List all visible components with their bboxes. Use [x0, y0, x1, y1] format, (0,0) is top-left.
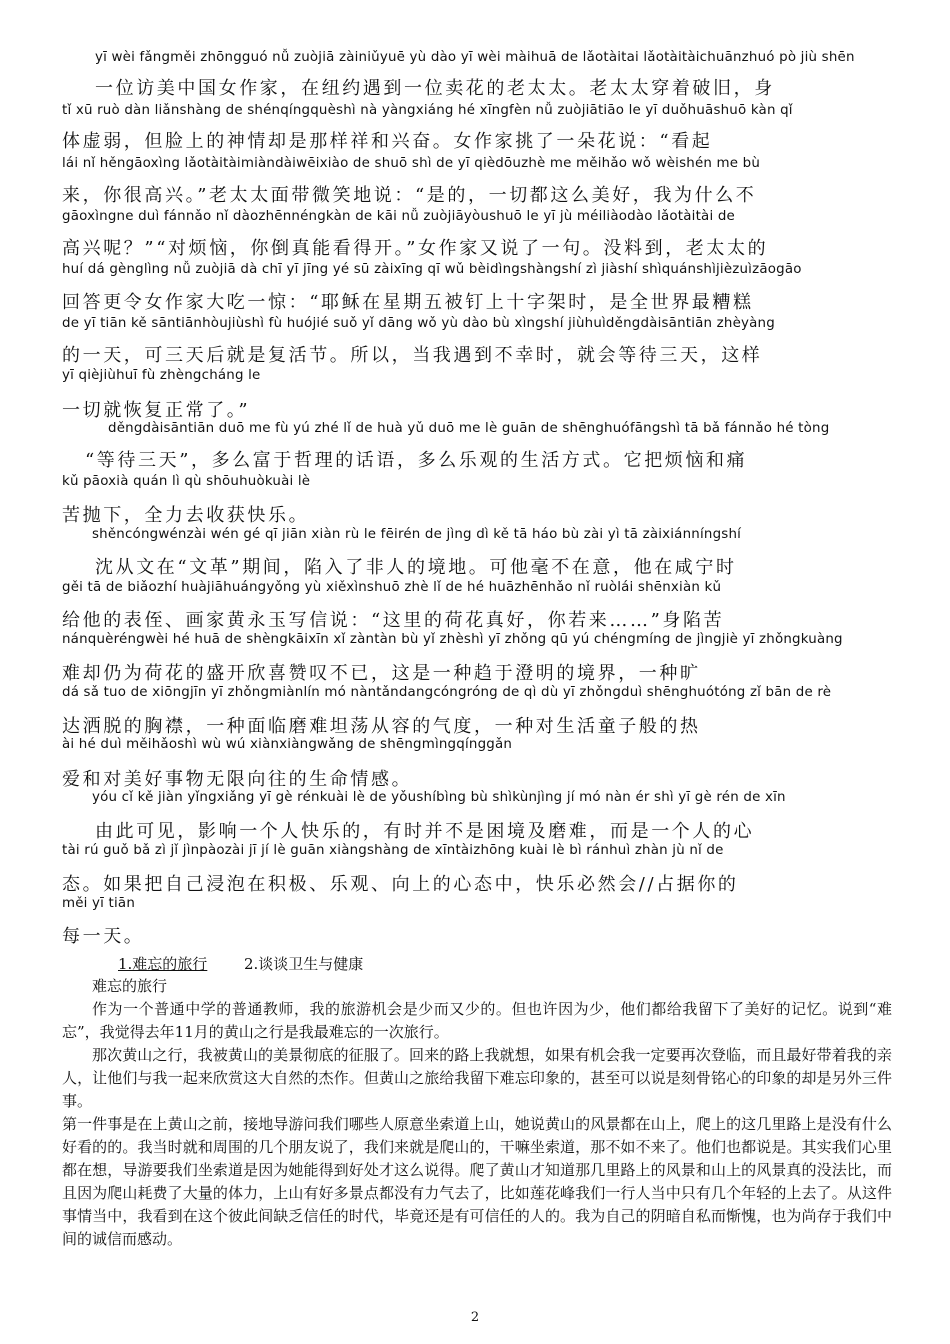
page-number: 2: [470, 1310, 480, 1325]
hanzi-line: “等待三天”，多么富于哲理的话语，多么乐观的生活方式。它把烦恼和痛: [85, 450, 748, 471]
pinyin-line: tài rú guǒ bǎ zì jǐ jìnpàozài jī jí lè guān xiàngshàng de xīntàizhōng kuài lè bì ránhuì zhàn jù nǐ de: [62, 843, 724, 858]
topic-label: 2.谈谈卫生与健康: [244, 955, 364, 973]
hanzi-line: 爱和对美好事物无限向往的生命情感。: [62, 769, 413, 790]
pinyin-line: tǐ xū ruò dàn liǎnshàng de shénqíngquèshì nà yàngxiáng hé xīngfèn nǚ zuòjiātiāo le yī duǒhuāshuō kàn qǐ: [62, 103, 793, 118]
pinyin-line: dá sǎ tuo de xiōngjīn yī zhǒngmiànlín mó nàntǎndangcóngróng de qì dù yī zhǒngduì shēnghuótóng zǐ bān de rè: [62, 685, 832, 700]
pinyin-line: gāoxìngne duì fánnǎo nǐ dàozhēnnéngkàn de kāi nǚ zuòjiāyòushuō le yī jù méiliàodào lǎotàitài de: [62, 209, 735, 224]
hanzi-line: 难却仍为荷花的盛开欣喜赞叹不已，这是一种趋于澄明的境界，一种旷: [62, 663, 701, 684]
hanzi-line: 一位访美中国女作家，在纽约遇到一位卖花的老太太。老太太穿着破旧，身: [95, 78, 775, 99]
pinyin-line: kǔ pāoxià quán lì qù shōuhuòkuài lè: [62, 474, 311, 489]
essay-paragraph: 那次黄山之行，我被黄山的美景彻底的征服了。回来的路上我就想，如果有机会我一定要再次登临，而且最好带着我的亲人，让他们与我一起来欣赏这大自然的杰作。但黄山之旅给我留下难忘印象的，甚至可以说是刻骨铭心的印象的却是另外三件事。: [62, 1046, 892, 1110]
topic-item-1: [118, 953, 207, 974]
hanzi-line: 一切就恢复正常了。”: [62, 400, 251, 421]
hanzi-line: 回答更令女作家大吃一惊：“耶稣在星期五被钉上十字架时，是全世界最糟糕: [62, 292, 754, 313]
hanzi-line: 每一天。: [62, 926, 145, 947]
pinyin-line: yī wèi fǎngměi zhōngguó nǚ zuòjiā zàiniǔyuē yù dào yī wèi màihuā de lǎotàitai lǎotàitàichuānzhuó pò jiù shēn: [95, 50, 855, 65]
pinyin-line: děngdàisāntiān duō me fù yú zhé lǐ de huà yǔ duō me lè guān de shēnghuófāngshì tā bǎ fánnǎo hé tòng: [108, 421, 830, 436]
topic-item-2: [244, 953, 363, 974]
hanzi-line: 来，你很高兴。”老太太面带微笑地说：“是的，一切都这么美好，我为什么不: [62, 185, 757, 206]
pinyin-line: nánquèréngwèi hé huā de shèngkāixīn xǐ zàntàn bù yǐ zhèshì yī zhǒng qū yú chéngmíng de jìngjiè yī zhǒngkuàng: [62, 632, 843, 647]
hanzi-line: 达洒脱的胸襟，一种面临磨难坦荡从容的气度，一种对生活童子般的热: [62, 716, 701, 737]
essay-paragraph: 第一件事是在上黄山之前，接地导游问我们哪些人原意坐索道上山，她说黄山的风景都在山上，爬上的这几里路上是没有什么好看的的。我当时就和周围的几个朋友说了，我们来就是爬山的，干嘛坐索道，那不如不来了。他们也都说是。其实我们心里都在想，导游要我们坐索道是因为她能得到好处才这么说得。爬了黄山才知道那几里路上的风景和山上的风景真的没法比，而且因为爬山耗费了大量的体力，上山有好多景点都没有力气去了，比如莲花峰我们一行人当中只有几个年轻的上去了。从这件事情当中，我看到在这个彼此间缺乏信任的时代，毕竟还是有可信任的人的。我为自己的阴暗自私而惭愧，也为尚存于我们中间的诚信而感动。: [62, 1115, 892, 1248]
pinyin-line: gěi tā de biǎozhí huàjiāhuángyǒng yù xiěxìnshuō zhè lǐ de hé huāzhēnhǎo nǐ ruòlái shēnxiàn kǔ: [62, 580, 722, 595]
hanzi-line: 沈从文在“文革”期间，陷入了非人的境地。可他毫不在意，他在咸宁时: [95, 557, 737, 578]
hanzi-line: 由此可见，影响一个人快乐的，有时并不是困境及磨难，而是一个人的心: [95, 821, 755, 842]
essay-paragraph: 作为一个普通中学的普通教师，我的旅游机会是少而又少的。但也许因为少，他们都给我留下了美好的记忆。说到“难忘”，我觉得去年11月的黄山之行是我最难忘的一次旅行。: [62, 1000, 892, 1041]
hanzi-line: 体虚弱，但脸上的神情却是那样祥和兴奋。女作家挑了一朵花说：“看起: [62, 131, 713, 152]
pinyin-line: ài hé duì měihǎoshì wù wú xiànxiàngwǎng de shēngmìngqínggǎn: [62, 737, 513, 752]
pinyin-line: yī qièjiùhuī fù zhèngcháng le: [62, 368, 261, 383]
pinyin-line: huí dá gènglìng nǚ zuòjiā dà chī yī jīng yé sū zàixīng qī wǔ bèidìngshàngshí zì jiàshí shìquánshìjièzuìzāogāo: [62, 262, 802, 277]
pinyin-line: yóu cǐ kě jiàn yǐngxiǎng yī gè rénkuài lè de yǒushíbìng bù shìkùnjìng jí mó nàn ér shì yī gè rén de xīn: [92, 790, 786, 805]
hanzi-line: 的一天，可三天后就是复活节。所以，当我遇到不幸时，就会等待三天，这样: [62, 345, 763, 366]
hanzi-line: 态。如果把自己浸泡在积极、乐观、向上的心态中，快乐必然会//占据你的: [62, 874, 739, 895]
hanzi-line: 给他的表侄、画家黄永玉写信说：“这里的荷花真好，你若来……”身陷苦: [62, 610, 725, 631]
essay-title: 难忘的旅行: [92, 977, 168, 995]
pinyin-line: de yī tiān kě sāntiānhòujiùshì fù huójié suǒ yǐ dāng wǒ yù dào bù xìngshí jiùhuìděngdàisāntiān zhèyàng: [62, 316, 775, 331]
hanzi-line: 苦抛下，全力去收获快乐。: [62, 505, 310, 526]
pinyin-line: měi yī tiān: [62, 896, 136, 911]
pinyin-line: lái nǐ hěngāoxìng lǎotàitàimiàndàiwēixiào de shuō shì de yī qièdōuzhè me měihǎo wǒ wèishén me bù: [62, 156, 761, 171]
hanzi-line: 高兴呢？”“对烦恼，你倒真能看得开。”女作家又说了一句。没料到，老太太的: [62, 238, 769, 259]
pinyin-line: shěncóngwénzài wén gé qī jiān xiàn rù le fēirén de jìng dì kě tā háo bù zài yì tā zàixiánníngshí: [92, 527, 742, 542]
topic-label: 1.难忘的旅行: [118, 955, 208, 973]
essay: [62, 975, 892, 1251]
